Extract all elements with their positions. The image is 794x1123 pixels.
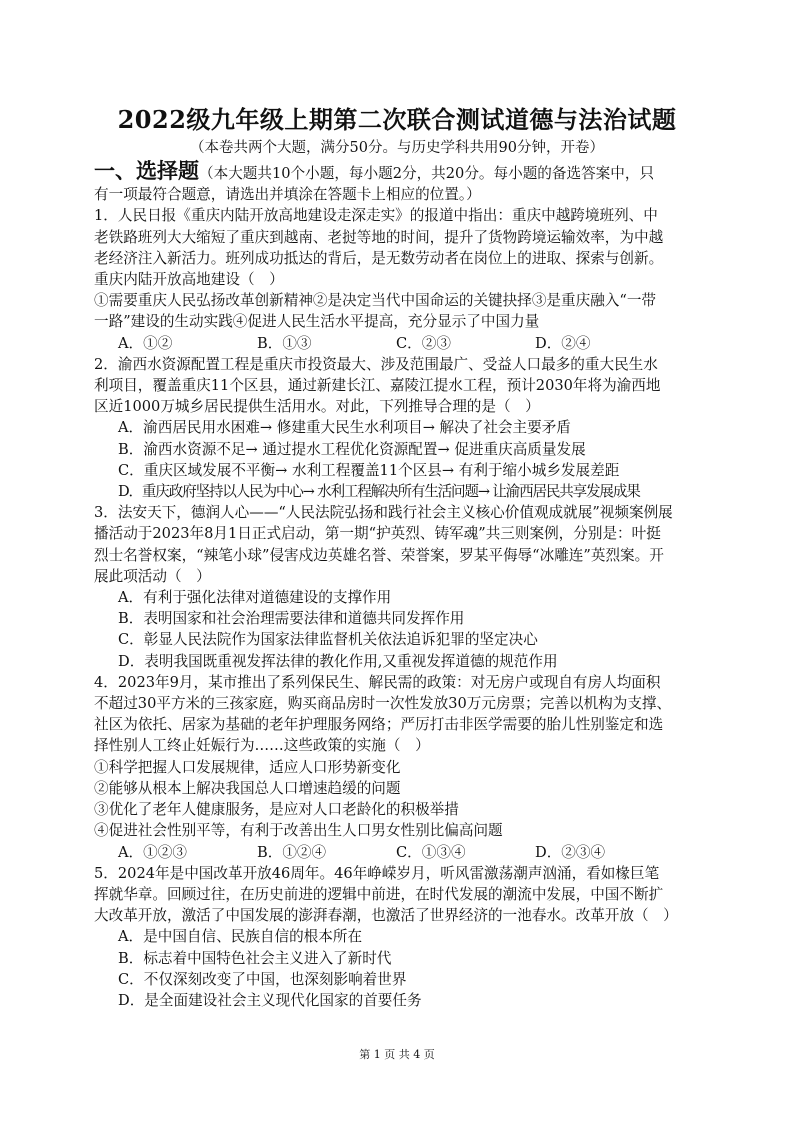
section-instructions-1: （本大题共10个小题，每小题2分，共20分。每小题的备选答案中，只: [199, 165, 655, 182]
option-a: A．有利于强化法律对道德建设的支撑作用: [118, 589, 392, 607]
question-5-line: 大改革开放，激活了中国发展的澎湃春潮，也激活了世界经济的一池春水。改革开放（ ）: [94, 907, 678, 925]
option-c: C．不仅深刻改变了中国，也深刻影响着世界: [118, 970, 407, 988]
option-d: D．②③④: [535, 843, 606, 861]
page-footer: 第 1 页 共 4 页: [359, 1048, 435, 1061]
option-a: A．①②③: [118, 843, 187, 861]
question-4-line: 不超过30平方米的三孩家庭，购买商品房时一次性发放30万元房票；完善以机构为支撑、: [94, 695, 672, 713]
question-2-line: 区近1000万城乡居民提供生活用水。对此，下列推导合理的是（ ）: [94, 398, 540, 416]
question-1-statement: ①需要重庆人民弘扬改革创新精神②是决定当代中国命运的关键抉择③是重庆融入“一带: [94, 292, 657, 310]
question-1-statement: 一路”建设的生动实践④促进人民生活水平提高，充分显示了中国力量: [94, 313, 540, 331]
option-c: C．②③: [396, 334, 451, 352]
option-b: B．①②④: [257, 843, 327, 861]
question-1: [94, 205, 724, 353]
question-2-line: 2．渝西水资源配置工程是重庆市投资最大、涉及范围最广、受益人口最多的重大民生水: [94, 355, 658, 373]
question-1-line: 1．人民日报《重庆内陆开放高地建设走深走实》的报道中指出：重庆中越跨境班列、中: [94, 207, 658, 225]
question-4-statement: ④促进社会性别平等，有利于改善出生人口男女性别比偏高问题: [94, 822, 503, 840]
question-4: [94, 672, 724, 863]
question-4-statement: ①科学把握人口发展规律，适应人口形势新变化: [94, 758, 401, 776]
option-a: A．渝西居民用水困难→ 修建重大民生水利项目→ 解决了社会主要矛盾: [118, 419, 571, 437]
question-5-line: 5．2024年是中国改革开放46周年。46年峥嵘岁月，听风雷激荡潮声汹涌，看如椽巨笔: [94, 864, 660, 882]
section-instructions-2: 有一项最符合题意，请选出并填涂在答题卡上相应的位置。）: [94, 186, 481, 204]
question-5-line: 挥就华章。回顾过往，在历史前进的逻辑中前进，在时代发展的潮流中发展，中国不断扩: [94, 885, 664, 903]
question-4-line: 社区为依托、居家为基础的老年护理服务网络；严厉打击非医学需要的胎儿性别鉴定和选: [94, 716, 664, 734]
question-2-line: 利项目，覆盖重庆11个区县，通过新建长江、嘉陵江提水工程，预计2030年将为渝西地: [94, 377, 661, 395]
question-1-options: [94, 333, 724, 354]
exam-title: 2022级九年级上期第二次联合测试道德与法治试题: [117, 105, 677, 134]
question-2: [94, 354, 724, 502]
question-3-line: 3．法安天下，德润人心——“人民法院弘扬和践行社会主义核心价值观成就展”视频案例展: [94, 504, 673, 522]
question-3: [94, 502, 724, 672]
exam-subtitle: （本卷共两个大题，满分50分。与历史学科共用90分钟，开卷）: [190, 140, 604, 156]
exam-content: [94, 160, 724, 1011]
section-heading: 一、选择题: [94, 158, 199, 183]
option-d: D．重庆政府坚持以人民为中心→ 水利工程解决所有生活问题→ 让渝西居民共享发展成果: [118, 483, 640, 501]
option-c: C．重庆区域发展不平衡→ 水利工程覆盖11个区县→ 有利于缩小城乡发展差距: [118, 461, 620, 479]
option-d: D．表明我国既重视发挥法律的教化作用,又重视发挥道德的规范作用: [118, 652, 558, 670]
question-1-line: 老经济注入新活力。班列成功抵达的背后，是无数劳动者在岗位上的进取、探索与创新。: [94, 249, 664, 267]
question-1-line: 重庆内陆开放高地建设（ ）: [94, 271, 284, 289]
option-a: A．①②: [118, 334, 173, 352]
question-5: [94, 863, 724, 1011]
option-d: D．②④: [535, 334, 591, 352]
section-header: [94, 160, 724, 184]
option-b: B．标志着中国特色社会主义进入了新时代: [118, 949, 392, 967]
option-b: B．渝西水资源不足→ 通过提水工程优化资源配置→ 促进重庆高质量发展: [118, 440, 586, 458]
option-b: B．表明国家和社会治理需要法律和道德共同发挥作用: [118, 610, 465, 628]
option-c: C．彰显人民法院作为国家法律监督机关依法追诉犯罪的坚定决心: [118, 631, 538, 649]
option-d: D．是全面建设社会主义现代化国家的首要任务: [118, 991, 422, 1009]
question-3-line: 烈士名誉权案，“辣笔小球”侵害戍边英雄名誉、荣誉案，罗某平侮辱“冰雕连”英烈案。开: [94, 546, 664, 564]
question-4-options: [94, 842, 724, 863]
option-a: A．是中国自信、民族自信的根本所在: [118, 928, 363, 946]
question-4-statement: ③优化了老年人健康服务，是应对人口老龄化的积极举措: [94, 801, 459, 819]
option-c: C．①③④: [396, 843, 466, 861]
question-3-line: 展此项活动（ ）: [94, 567, 211, 585]
question-4-line: 择性别人工终止妊娠行为……这些政策的实施（ ）: [94, 737, 430, 755]
question-4-statement: ②能够从根本上解决我国总人口增速趋缓的问题: [94, 779, 401, 797]
question-1-line: 老铁路班列大大缩短了重庆到越南、老挝等地的时间，提升了货物跨境运输效率，为中越: [94, 228, 664, 246]
option-b: B．①③: [257, 334, 312, 352]
question-4-line: 4．2023年9月，某市推出了系列保民生、解民需的政策：对无房户或现自有房人均面积: [94, 673, 661, 691]
question-3-line: 播活动于2023年8月1日正式启动，第一期“护英烈、铸军魂”共三则案例，分别是：叶挺: [94, 525, 661, 543]
